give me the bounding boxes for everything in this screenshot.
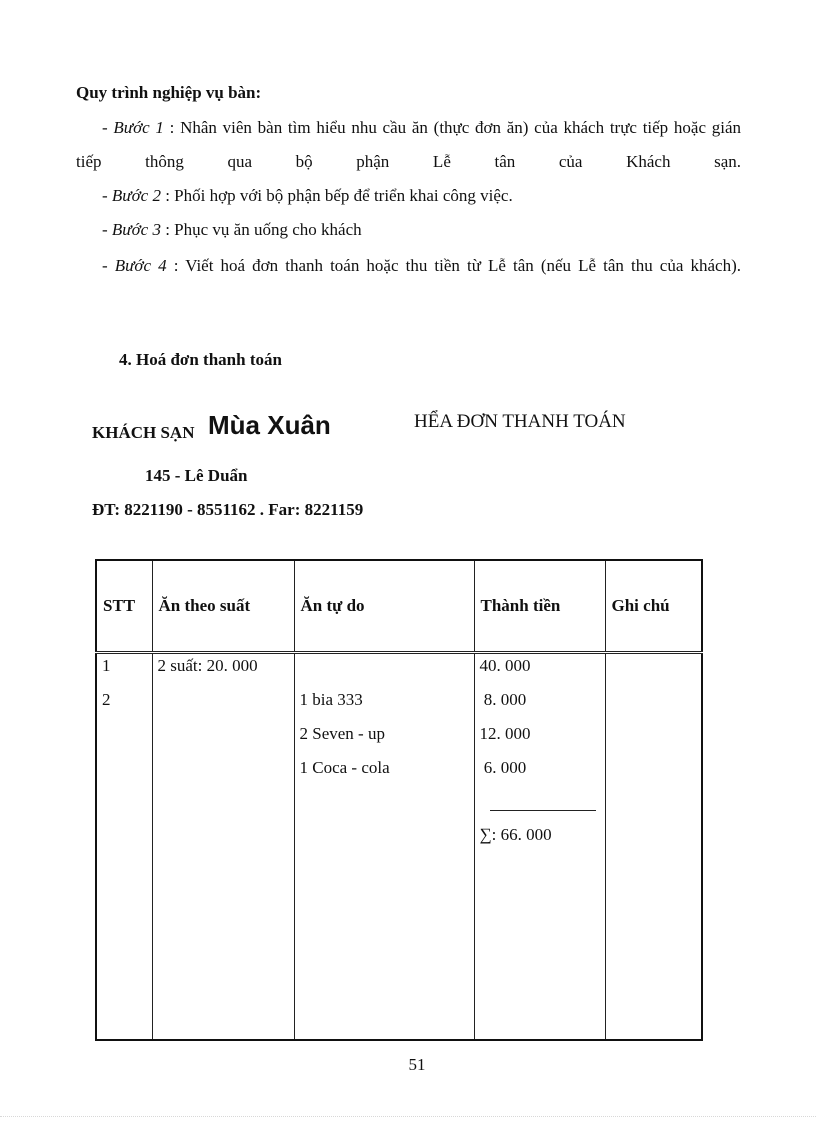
hotel-name: Mùa Xuân (208, 410, 331, 440)
sum-divider-line (490, 810, 596, 825)
set-meal-cell: 2 suất: 20. 000 (157, 656, 258, 675)
step-3-prefix: - (102, 220, 112, 239)
free-item-cell: 1 Coca - cola (299, 758, 390, 777)
hotel-prefix: KHÁCH SẠN (92, 423, 195, 442)
amount-cell: 8. 000 (479, 690, 527, 709)
free-item-cell: 1 bia 333 (299, 690, 363, 709)
stt-cell: 1 (102, 656, 111, 675)
step-2-text: : Phối hợp với bộ phận bếp để triển khai công việc. (160, 186, 513, 205)
invoice-body-row (96, 653, 702, 1041)
page-bottom-divider (0, 1116, 816, 1117)
header-notes: Ghi chú (605, 560, 702, 653)
amount-cell: 40. 000 (479, 656, 531, 675)
amount-column (474, 653, 605, 1041)
free-item-cell-empty (300, 656, 470, 690)
step-1-name: Bước 1 (113, 118, 164, 137)
amount-cell: 12. 000 (479, 724, 531, 743)
step-2-prefix: - (102, 186, 112, 205)
step-3-text: : Phục vụ ăn uống cho khách (160, 220, 362, 239)
section-title: Quy trình nghiệp vụ bàn: (76, 83, 262, 102)
step-3-name: Bước 3 (111, 220, 161, 239)
step-4-prefix: - (102, 256, 115, 275)
notes-column (605, 653, 702, 1041)
step-1-text: : Nhân viên bàn tìm hiểu nhu cầu ăn (thực đơn ăn) của khách trực tiếp hoặc gián tiếp thông qua bộ phận Lễ tân của Khách sạn. (76, 118, 742, 171)
invoice-header-row (96, 560, 702, 653)
stt-column (96, 653, 152, 1041)
step-3-paragraph (76, 213, 741, 247)
subsection-title: 4. Hoá đơn thanh toán (119, 350, 282, 369)
stt-cell: 2 (102, 690, 111, 709)
amount-cell: 6. 000 (479, 758, 527, 777)
invoice-title: HỂA ĐƠN THANH TOÁN (414, 411, 626, 432)
step-2-paragraph (76, 179, 741, 213)
hotel-phone: ĐT: 8221190 - 8551162 . Far: 8221159 (92, 500, 364, 519)
header-free-items: Ăn tự do (294, 560, 474, 653)
step-4-text: : Viết hoá đơn thanh toán hoặc thu tiền từ Lễ tân (nếu Lễ tân thu của khách). (166, 256, 741, 275)
set-meal-column (152, 653, 294, 1041)
step-4-name: Bước 4 (114, 256, 167, 275)
step-1-paragraph (76, 111, 741, 179)
page-number: 51 (408, 1055, 426, 1074)
step-1-prefix: - (102, 118, 114, 137)
step-2-name: Bước 2 (111, 186, 161, 205)
total-cell: ∑: 66. 000 (479, 825, 552, 844)
free-items-column (294, 653, 474, 1041)
invoice-table (95, 559, 703, 1041)
free-item-cell: 2 Seven - up (299, 724, 385, 743)
header-set-meal: Ăn theo suất (152, 560, 294, 653)
hotel-address: 145 - Lê Duẩn (145, 466, 248, 485)
header-amount: Thành tiền (474, 560, 605, 653)
header-stt: STT (96, 560, 152, 653)
step-4-paragraph (76, 249, 741, 283)
